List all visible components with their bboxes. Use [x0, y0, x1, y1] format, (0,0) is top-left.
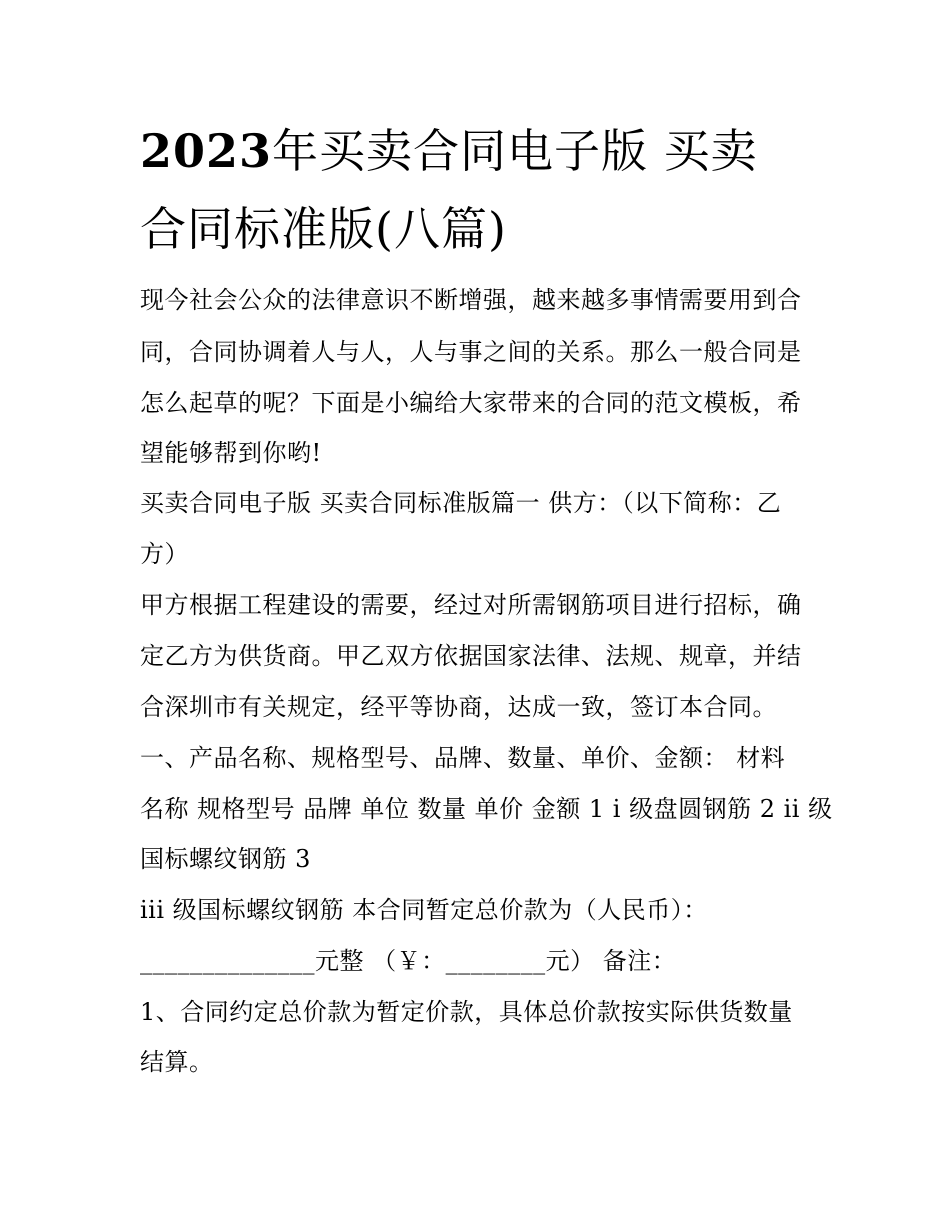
body-line-4: 望能够帮到你哟! [140, 439, 322, 467]
body-line-1: 现今社会公众的法律意识不断增强，越来越多事情需要用到合 [140, 286, 802, 314]
body-line-14: ______________元整 （￥：________元） 备注： [140, 947, 677, 975]
document-title [140, 112, 830, 268]
title-year: 2023 [140, 124, 273, 178]
body-line-6: 方） [140, 540, 189, 568]
body-line-7: 甲方根据工程建设的需要，经过对所需钢筋项目进行招标，确 [140, 591, 802, 619]
body-line-8: 定乙方为供货商。甲乙双方依据国家法律、法规、规章，并结 [140, 642, 802, 670]
title-line1-text: 年买卖合同电子版 买卖 [272, 124, 758, 178]
body-line-15: 1、合同约定总价款为暂定价款，具体总价款按实际供货数量 [140, 998, 793, 1026]
body-line-13: iii 级国标螺纹钢筋 本合同暂定总价款为（人民币）： [140, 896, 708, 924]
body-line-16: 结算。 [140, 1048, 214, 1076]
body-line-10: 一、产品名称、规格型号、品牌、数量、单价、金额： 材料 [140, 744, 786, 772]
body-line-5: 买卖合同电子版 买卖合同标准版篇一 供方：（以下简称：乙 [140, 489, 782, 517]
title-line2-text: 合同标准版(八篇) [140, 202, 507, 256]
body-line-12: 国标螺纹钢筋 3 [140, 845, 311, 873]
body-line-11: 名称 规格型号 品牌 单位 数量 单价 金额 1 i 级盘圆钢筋 2 ii 级 [140, 795, 833, 823]
body-line-3: 怎么起草的呢？下面是小编给大家带来的合同的范文模板，希 [140, 389, 802, 417]
body-line-2: 同，合同协调着人与人，人与事之间的关系。那么一般合同是 [140, 338, 802, 366]
body-line-9: 合深圳市有关规定，经平等协商，达成一致，签订本合同。 [140, 693, 777, 721]
